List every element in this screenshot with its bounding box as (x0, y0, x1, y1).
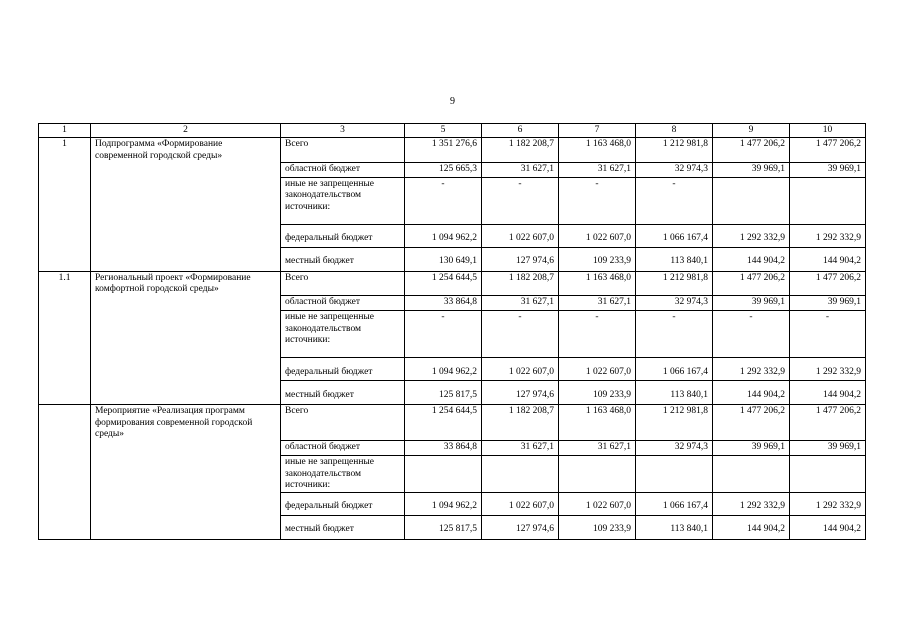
table-row (39, 381, 866, 405)
amount-cell: 32 974,3 (636, 162, 713, 177)
amount-cell: 1 066 167,4 (636, 492, 713, 515)
amount-cell: - (482, 311, 559, 358)
amount-cell: 127 974,6 (482, 247, 559, 271)
amount-cell: 1 163 468,0 (559, 138, 636, 163)
amount-cell: 1 022 607,0 (559, 224, 636, 247)
amount-cell: 1 022 607,0 (559, 492, 636, 515)
amount-cell (713, 456, 790, 493)
amount-cell: 1 182 208,7 (482, 405, 559, 441)
amount-cell: - (405, 177, 482, 224)
section-name-cell (91, 224, 281, 247)
table-row (39, 492, 866, 515)
section-index-cell (39, 441, 91, 456)
funding-source-cell: Всего (281, 271, 405, 296)
section-name-cell (91, 177, 281, 224)
amount-cell: 1 477 206,2 (713, 405, 790, 441)
amount-cell: - (405, 311, 482, 358)
amount-cell (790, 177, 866, 224)
budget-table (38, 123, 866, 540)
amount-cell: 113 840,1 (636, 247, 713, 271)
table-row (39, 296, 866, 311)
funding-source-cell: Всего (281, 138, 405, 163)
amount-cell: 130 649,1 (405, 247, 482, 271)
table-row (39, 224, 866, 247)
funding-source-cell: областной бюджет (281, 162, 405, 177)
amount-cell: 1 254 644,5 (405, 271, 482, 296)
amount-cell: 1 212 981,8 (636, 271, 713, 296)
amount-cell: 1 022 607,0 (482, 224, 559, 247)
amount-cell: 125 817,5 (405, 515, 482, 539)
section-name-cell: Подпрограмма «Формирование современной городской среды» (91, 138, 281, 163)
amount-cell: 144 904,2 (713, 247, 790, 271)
amount-cell: 1 254 644,5 (405, 405, 482, 441)
amount-cell: 39 969,1 (790, 441, 866, 456)
amount-cell: 1 182 208,7 (482, 271, 559, 296)
amount-cell: 1 066 167,4 (636, 358, 713, 381)
amount-cell: 125 817,5 (405, 381, 482, 405)
amount-cell: 31 627,1 (482, 296, 559, 311)
amount-cell: 1 477 206,2 (790, 138, 866, 163)
amount-cell: 33 864,8 (405, 296, 482, 311)
table-row (39, 515, 866, 539)
header-col-3: 3 (281, 124, 405, 138)
amount-cell: 1 163 468,0 (559, 405, 636, 441)
header-col-2: 2 (91, 124, 281, 138)
section-name-cell: Мероприятие «Реализация программ формирования современной городской среды» (91, 405, 281, 441)
amount-cell: 1 212 981,8 (636, 138, 713, 163)
table-body (39, 138, 866, 540)
header-col-8: 8 (636, 124, 713, 138)
amount-cell: 144 904,2 (790, 515, 866, 539)
section-name-cell (91, 381, 281, 405)
section-name-cell (91, 162, 281, 177)
funding-source-cell: местный бюджет (281, 381, 405, 405)
amount-cell: 144 904,2 (790, 381, 866, 405)
funding-source-cell: областной бюджет (281, 441, 405, 456)
header-col-7: 7 (559, 124, 636, 138)
amount-cell: 113 840,1 (636, 515, 713, 539)
amount-cell: - (636, 311, 713, 358)
amount-cell: 1 066 167,4 (636, 224, 713, 247)
section-index-cell (39, 311, 91, 358)
table-row (39, 441, 866, 456)
amount-cell (405, 456, 482, 493)
amount-cell: 1 094 962,2 (405, 492, 482, 515)
funding-source-cell: иные не запрещенные законодательством источники: (281, 177, 405, 224)
section-name-cell (91, 311, 281, 358)
section-index-cell (39, 162, 91, 177)
amount-cell (482, 456, 559, 493)
amount-cell: 1 292 332,9 (713, 224, 790, 247)
amount-cell: 1 477 206,2 (713, 271, 790, 296)
amount-cell: 109 233,9 (559, 515, 636, 539)
amount-cell: 1 292 332,9 (790, 358, 866, 381)
amount-cell: 1 477 206,2 (713, 138, 790, 163)
amount-cell: 1 022 607,0 (482, 358, 559, 381)
amount-cell: - (559, 311, 636, 358)
amount-cell (636, 456, 713, 493)
amount-cell: 1 094 962,2 (405, 224, 482, 247)
amount-cell: 32 974,3 (636, 296, 713, 311)
amount-cell: 127 974,6 (482, 515, 559, 539)
amount-cell: 39 969,1 (713, 296, 790, 311)
amount-cell: 31 627,1 (559, 296, 636, 311)
amount-cell: 1 292 332,9 (790, 492, 866, 515)
amount-cell: - (482, 177, 559, 224)
amount-cell: 1 022 607,0 (482, 492, 559, 515)
amount-cell: 144 904,2 (713, 381, 790, 405)
amount-cell: 109 233,9 (559, 381, 636, 405)
section-name-cell (91, 492, 281, 515)
table-row (39, 247, 866, 271)
amount-cell: 1 477 206,2 (790, 405, 866, 441)
section-index-cell (39, 381, 91, 405)
funding-source-cell: местный бюджет (281, 247, 405, 271)
amount-cell: 1 163 468,0 (559, 271, 636, 296)
amount-cell: 1 477 206,2 (790, 271, 866, 296)
header-col-1: 1 (39, 124, 91, 138)
amount-cell: 1 022 607,0 (559, 358, 636, 381)
amount-cell: 144 904,2 (713, 515, 790, 539)
amount-cell: - (636, 177, 713, 224)
amount-cell: 1 292 332,9 (790, 224, 866, 247)
funding-source-cell: федеральный бюджет (281, 224, 405, 247)
table-row (39, 358, 866, 381)
amount-cell: 1 351 276,6 (405, 138, 482, 163)
amount-cell: 127 974,6 (482, 381, 559, 405)
section-name-cell (91, 441, 281, 456)
section-index-cell (39, 247, 91, 271)
section-name-cell: Региональный проект «Формирование комфортной городской среды» (91, 271, 281, 296)
section-index-cell (39, 296, 91, 311)
section-index-cell (39, 177, 91, 224)
header-col-5: 5 (405, 124, 482, 138)
table-row (39, 456, 866, 493)
amount-cell: - (559, 177, 636, 224)
amount-cell: - (713, 311, 790, 358)
funding-source-cell: федеральный бюджет (281, 492, 405, 515)
section-index-cell (39, 405, 91, 441)
header-col-9: 9 (713, 124, 790, 138)
table-row (39, 138, 866, 163)
header-col-10: 10 (790, 124, 866, 138)
table-row (39, 177, 866, 224)
section-index-cell (39, 515, 91, 539)
amount-cell: 125 665,3 (405, 162, 482, 177)
section-index-cell (39, 492, 91, 515)
amount-cell: 113 840,1 (636, 381, 713, 405)
amount-cell: 144 904,2 (790, 247, 866, 271)
amount-cell: 39 969,1 (790, 296, 866, 311)
section-name-cell (91, 515, 281, 539)
amount-cell: 1 094 962,2 (405, 358, 482, 381)
page-number: 9 (450, 96, 455, 107)
section-index-cell: 1 (39, 138, 91, 163)
amount-cell: 32 974,3 (636, 441, 713, 456)
section-name-cell (91, 247, 281, 271)
section-index-cell (39, 358, 91, 381)
funding-source-cell: местный бюджет (281, 515, 405, 539)
funding-source-cell: областной бюджет (281, 296, 405, 311)
amount-cell: 31 627,1 (482, 162, 559, 177)
table-row (39, 162, 866, 177)
amount-cell: 39 969,1 (713, 162, 790, 177)
section-name-cell (91, 296, 281, 311)
funding-source-cell: иные не запрещенные законодательством источники: (281, 311, 405, 358)
section-name-cell (91, 358, 281, 381)
amount-cell: 33 864,8 (405, 441, 482, 456)
amount-cell: 39 969,1 (713, 441, 790, 456)
amount-cell: 1 182 208,7 (482, 138, 559, 163)
table-header-row (39, 124, 866, 138)
amount-cell: 39 969,1 (790, 162, 866, 177)
amount-cell (790, 456, 866, 493)
amount-cell: 31 627,1 (559, 162, 636, 177)
amount-cell: 31 627,1 (482, 441, 559, 456)
funding-source-cell: федеральный бюджет (281, 358, 405, 381)
amount-cell: 31 627,1 (559, 441, 636, 456)
amount-cell (713, 177, 790, 224)
funding-source-cell: иные не запрещенные законодательством источники: (281, 456, 405, 493)
amount-cell: 109 233,9 (559, 247, 636, 271)
funding-source-cell: Всего (281, 405, 405, 441)
section-index-cell: 1.1 (39, 271, 91, 296)
amount-cell (559, 456, 636, 493)
amount-cell: - (790, 311, 866, 358)
table-row (39, 311, 866, 358)
section-index-cell (39, 456, 91, 493)
header-col-6: 6 (482, 124, 559, 138)
amount-cell: 1 212 981,8 (636, 405, 713, 441)
amount-cell: 1 292 332,9 (713, 492, 790, 515)
table-row (39, 271, 866, 296)
table-row (39, 405, 866, 441)
section-name-cell (91, 456, 281, 493)
amount-cell: 1 292 332,9 (713, 358, 790, 381)
section-index-cell (39, 224, 91, 247)
